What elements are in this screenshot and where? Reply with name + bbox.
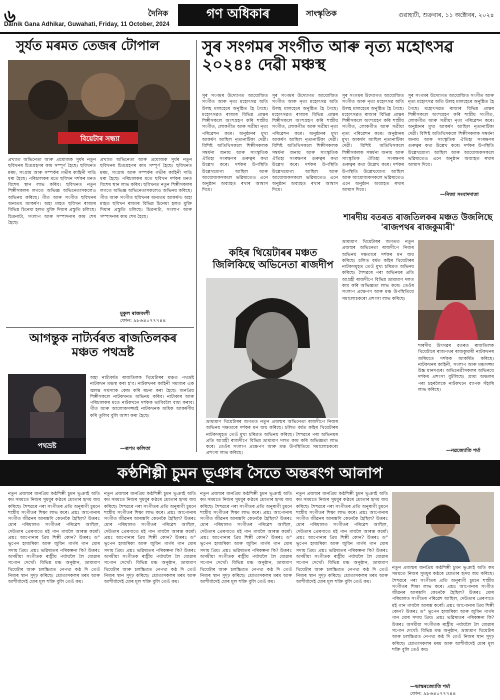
agantuk-body: অহা নাট্যবৰ্ষত ৰাজতিলক থিয়েটাৰৰ মঞ্চত পথভ্ৰষ্ট নাটকখন মঞ্চস্থ কৰা হ'ব। নাটকখনৰ কাহিনী সমাজৰ এক জ্বলন্ত সমস্যাক কেন্দ্ৰ কৰি ৰচনা কৰা হৈছে। জনপ্ৰিয় শিল্পীসকলে নাটকখনত অভিনয় কৰিব। নাট্যকাৰ আৰু পৰিচালকৰ মতে নাটকখনে দৰ্শকক ভাবিবলৈ বাধ্য কৰাব। গীত আৰু আলোকসজ্জাই নাটকখনক অধিক আকৰ্ষণীয় কৰি তুলিব বুলি আশা কৰা হৈছে। [90,376,194,419]
festival-byline: —নিজা সংবাদদাতা [440,192,479,198]
dateline: গুৱাহাটী, শুক্ৰবাৰ, ১১ অক্টোবৰ, ২০২৪ [398,12,494,19]
movie-poster-photo [8,60,190,154]
festival-body-col1: সুৰ সংগমৰ উদ্যোগত আয়োজিত সংগীত আৰু নৃত্য মহোৎসৱ অতি উলহ মালহেৰে অনুষ্ঠিত হৈ গৈছে। মহোৎসৱত ৰাজ্যৰ বিভিন্ন প্ৰান্তৰ শিল্পীসকলে অংশগ্ৰহণ কৰি শাস্ত্ৰীয় সংগীত, লোকগীত আৰু সত্ৰীয়া নৃত্য পৰিৱেশন কৰে। অনুষ্ঠানৰ মুখ্য আকৰ্ষণ আছিল নৃত্যনাটিকা দেৱী। বিশিষ্ট অতিথিসকলে শিল্পীসকলক সম্বৰ্ধনা জনায় আৰু সাংস্কৃতিক ঐতিহ্য সংৰক্ষণৰ গুৰুত্বৰ কথা উল্লেখ কৰে। দৰ্শকৰ উপস্থিতি উল্লেখযোগ্য আছিল আৰু আয়োজকসকলে ভৱিষ্যতেও এনে অনুষ্ঠান অব্যাহত ৰখাৰ আশ্বাস দিয়ে। [202,94,268,194]
singer-body-col2: নতুন প্ৰজন্মৰ জনপ্ৰিয় কণ্ঠশিল্পী চুমন ভূঞাই অতি কম সময়তে নিজৰ সুমধুৰ কণ্ঠৰে শ্ৰোতাৰ হৃদয় জয় কৰিছে। শৈশৱৰে পৰা সংগীতৰ প্ৰতি অনুৰাগী চুমনে শাস্ত্ৰীয় সংগীতৰ শিক্ষা লাভ কৰে। প্ৰশ্নঃ আপোনাৰ সংগীত জীৱনৰ আৰম্ভণি কেনেকৈ হৈছিল? উত্তৰঃ মোৰ পৰিয়ালত সংগীতৰ পৰিৱেশ আছিল, দেউতাৰ প্ৰেৰণাতে মই গান গাবলৈ আৰম্ভ কৰোঁ। প্ৰশ্নঃ আপোনাৰ প্ৰিয় শিল্পী কোন? উত্তৰঃ ড° ভূপেন হাজৰিকা আৰু জুবিন গাৰ্গৰ গান মোৰ সদায় প্ৰিয়। প্ৰশ্নঃ ভৱিষ্যতৰ পৰিকল্পনা কি? উত্তৰঃ অসমীয়া সংগীতক ৰাষ্ট্ৰীয় পৰ্যায়লৈ লৈ যোৱাৰ সপোন দেখোঁ। বিভিন্ন মঞ্চ অনুষ্ঠান, ভ্ৰাম্যমাণ থিয়েটাৰ আৰু চলচ্চিত্ৰত নেপথ্য কণ্ঠ দি তেওঁ নিজৰ স্থান সুদৃঢ় কৰিছে। শ্ৰোতাসকলৰ মৰম আৰু আশীৰ্বাদেই মোৰ মূল শক্তি বুলি তেওঁ কয়। [104,492,196,586]
tiger-contact: ফোন: ৯৮৬৪০৭৭৭৪৪ [120,318,166,324]
section-name: সাংস্কৃতিক [306,9,337,18]
singer-body-col1: নতুন প্ৰজন্মৰ জনপ্ৰিয় কণ্ঠশিল্পী চুমন ভূঞাই অতি কম সময়তে নিজৰ সুমধুৰ কণ্ঠৰে শ্ৰোতাৰ হৃদয় জয় কৰিছে। শৈশৱৰে পৰা সংগীতৰ প্ৰতি অনুৰাগী চুমনে শাস্ত্ৰীয় সংগীতৰ শিক্ষা লাভ কৰে। প্ৰশ্নঃ আপোনাৰ সংগীত জীৱনৰ আৰম্ভণি কেনেকৈ হৈছিল? উত্তৰঃ মোৰ পৰিয়ালত সংগীতৰ পৰিৱেশ আছিল, দেউতাৰ প্ৰেৰণাতে মই গান গাবলৈ আৰম্ভ কৰোঁ। প্ৰশ্নঃ আপোনাৰ প্ৰিয় শিল্পী কোন? উত্তৰঃ ড° ভূপেন হাজৰিকা আৰু জুবিন গাৰ্গৰ গান মোৰ সদায় প্ৰিয়। প্ৰশ্নঃ ভৱিষ্যতৰ পৰিকল্পনা কি? উত্তৰঃ অসমীয়া সংগীতক ৰাষ্ট্ৰীয় পৰ্যায়লৈ লৈ যোৱাৰ সপোন দেখোঁ। বিভিন্ন মঞ্চ অনুষ্ঠান, ভ্ৰাম্যমাণ থিয়েটাৰ আৰু চলচ্চিত্ৰত নেপথ্য কণ্ঠ দি তেওঁ নিজৰ স্থান সুদৃঢ় কৰিছে। শ্ৰোতাসকলৰ মৰম আৰু আশীৰ্বাদেই মোৰ মূল শক্তি বুলি তেওঁ কয়। [8,492,100,586]
masthead [0,0,500,34]
divider [6,327,194,328]
festival-body-col3: সুৰ সংগমৰ উদ্যোগত আয়োজিত সংগীত আৰু নৃত্য মহোৎসৱ অতি উলহ মালহেৰে অনুষ্ঠিত হৈ গৈছে। মহোৎসৱত ৰাজ্যৰ বিভিন্ন প্ৰান্তৰ শিল্পীসকলে অংশগ্ৰহণ কৰি শাস্ত্ৰীয় সংগীত, লোকগীত আৰু সত্ৰীয়া নৃত্য পৰিৱেশন কৰে। অনুষ্ঠানৰ মুখ্য আকৰ্ষণ আছিল নৃত্যনাটিকা দেৱী। বিশিষ্ট অতিথিসকলে শিল্পীসকলক সম্বৰ্ধনা জনায় আৰু সাংস্কৃতিক ঐতিহ্য সংৰক্ষণৰ গুৰুত্বৰ কথা উল্লেখ কৰে। দৰ্শকৰ উপস্থিতি উল্লেখযোগ্য আছিল আৰু আয়োজকসকলে ভৱিষ্যতেও এনে অনুষ্ঠান অব্যাহত ৰখাৰ আশ্বাস দিয়ে। [342,94,404,194]
agantuk-headline: আগন্তুক নাট্যৰ্বৰত ৰাজতিলকৰ মঞ্চত পথভ্ৰষ্ট [29,331,177,359]
brand-prefix: দৈনিক [148,9,169,18]
interview-headline: কণ্ঠশিল্পী চুমন ভূঞাৰ সৈতে অন্তৰংগ আলাপ [0,460,500,486]
actress-photo [418,240,494,340]
tiger-headline: সুৰ্যত মৰমত তেজৰ টোপাল [16,39,160,54]
actor-photo [206,278,338,418]
tiger-body-col2: প্ৰখ্যাত অভিনেতা আৰু প্ৰযোজক সুৰ্যৰ নতুন ছবিখনৰ চিত্ৰগ্ৰহণৰ কাম সম্পূৰ্ণ হৈছে। ছবিখনত মৰম, সংগ্ৰাম আৰু সম্পৰ্কৰ গভীৰ কাহিনী দাঙি ধৰা হৈছে। পৰিচালকৰ মতে ছবিখন দৰ্শকৰ মনত বিশেষ স্থান লাভ কৰিব। ছবিখনত নতুন শিল্পীসকলৰ লগতে অভিজ্ঞ অভিনেতাসকলেও অভিনয় কৰিছে। গীত আৰু সংগীত ছবিখনৰ অন্যতম আকৰ্ষণ। অহা মাহত ছবিখন ৰাজ্যৰ বিভিন্ন চিনেমা হলত মুক্তি দিয়াৰ প্ৰস্তুতি চলিছে। চিত্ৰনাট্য, সংলাপ আৰু সম্পাদনাৰ কাম শেষ হৈছে। [100,158,193,220]
edition-line: Dainik Gana Adhikar, Guwahati, Friday, 11 October, 2024 [4,22,170,28]
kahir-body-col: ভ্ৰাম্যমাণ থিয়েটাৰৰ জগতত নতুন প্ৰজন্মৰ অভিনেতা ৰাজদীপে নিজৰ অভিনয় দক্ষতাৰে দৰ্শকৰ মন জয় কৰিছে। চলিত বৰ্ষত কহিৰ থিয়েটাৰৰ নাটকসমূহত তেওঁ মুখ্য চৰিত্ৰত অভিনয় কৰিছে। শৈশৱৰে পৰা অভিনয়ৰ প্ৰতি আগ্ৰহী ৰাজদীপে বিভিন্ন ভ্ৰাম্যমাণ দলত কাম কৰি অভিজ্ঞতা লাভ কৰে। তেওঁৰ সংলাপ প্ৰক্ষেপণ আৰু মঞ্চ উপস্থিতিয়ে সমালোচকৰো প্ৰশংসা লাভ কৰিছে। [342,240,414,302]
play-poster-photo [8,374,86,454]
brand-text: গণ অধিকাৰ [206,7,270,22]
newspaper-logo [178,4,298,26]
sharadiya-headline: শাৰদীয় বতৰত ৰাজতিলকৰ মঞ্চত উজলিছে 'ৰাজপথৰ ৰাজকুমাৰী' [343,213,493,233]
tiger-body-col1: প্ৰখ্যাত অভিনেতা আৰু প্ৰযোজক সুৰ্যৰ নতুন ছবিখনৰ চিত্ৰগ্ৰহণৰ কাম সম্পূৰ্ণ হৈছে। ছবিখনত মৰম, সংগ্ৰাম আৰু সম্পৰ্কৰ গভীৰ কাহিনী দাঙি ধৰা হৈছে। পৰিচালকৰ মতে ছবিখন দৰ্শকৰ মনত বিশেষ স্থান লাভ কৰিব। ছবিখনত নতুন শিল্পীসকলৰ লগতে অভিজ্ঞ অভিনেতাসকলেও অভিনয় কৰিছে। গীত আৰু সংগীত ছবিখনৰ অন্যতম আকৰ্ষণ। অহা মাহত ছবিখন ৰাজ্যৰ বিভিন্ন চিনেমা হলত মুক্তি দিয়াৰ প্ৰস্তুতি চলিছে। চিত্ৰনাট্য, সংলাপ আৰু সম্পাদনাৰ কাম শেষ হৈছে। [8,158,96,226]
poster-caption: বিয়েটাৰ সন্ধ্যা [80,135,120,143]
agantuk-byline: —ৰূপম কলিতা [120,446,151,452]
singer-body-col3: নতুন প্ৰজন্মৰ জনপ্ৰিয় কণ্ঠশিল্পী চুমন ভূঞাই অতি কম সময়তে নিজৰ সুমধুৰ কণ্ঠৰে শ্ৰোতাৰ হৃদয় জয় কৰিছে। শৈশৱৰে পৰা সংগীতৰ প্ৰতি অনুৰাগী চুমনে শাস্ত্ৰীয় সংগীতৰ শিক্ষা লাভ কৰে। প্ৰশ্নঃ আপোনাৰ সংগীত জীৱনৰ আৰম্ভণি কেনেকৈ হৈছিল? উত্তৰঃ মোৰ পৰিয়ালত সংগীতৰ পৰিৱেশ আছিল, দেউতাৰ প্ৰেৰণাতে মই গান গাবলৈ আৰম্ভ কৰোঁ। প্ৰশ্নঃ আপোনাৰ প্ৰিয় শিল্পী কোন? উত্তৰঃ ড° ভূপেন হাজৰিকা আৰু জুবিন গাৰ্গৰ গান মোৰ সদায় প্ৰিয়। প্ৰশ্নঃ ভৱিষ্যতৰ পৰিকল্পনা কি? উত্তৰঃ অসমীয়া সংগীতক ৰাষ্ট্ৰীয় পৰ্যায়লৈ লৈ যোৱাৰ সপোন দেখোঁ। বিভিন্ন মঞ্চ অনুষ্ঠান, ভ্ৰাম্যমাণ থিয়েটাৰ আৰু চলচ্চিত্ৰত নেপথ্য কণ্ঠ দি তেওঁ নিজৰ স্থান সুদৃঢ় কৰিছে। শ্ৰোতাসকলৰ মৰম আৰু আশীৰ্বাদেই মোৰ মূল শক্তি বুলি তেওঁ কয়। [200,492,292,586]
singer-byline: —ভাস্কৰজ্যোতি শৰ্মা [410,684,451,690]
play-caption: পথভ্ৰষ্ট [37,442,57,450]
sharadiya-body: শাৰদীয় উৎসৱৰ বতৰত ৰাজতিলক থিয়েটাৰে ৰাজপথৰ ৰাজকুমাৰী নাটকখনৰ জৰিয়তে দৰ্শকক আকৰ্ষিত কৰিছে। নাটকখনৰ কাহিনী, সংলাপ আৰু মঞ্চসজ্জা উচ্চ মানদণ্ডৰ। অভিনেত্ৰীসকলৰ অভিনয়ে দৰ্শকৰ প্ৰশংসা বুটলিছে। গ্ৰাম্য অঞ্চলৰ পৰা চহৰলৈকে নাটকখনে ব্যাপক সঁহাৰি লাভ কৰিছে। [418,344,494,394]
kahir-headline: কহিৰ থিয়েটাৰৰ মঞ্চত জিলিকিছে অভিনেতা ৰাজদীপ [212,248,334,271]
kahir-body-lower: ভ্ৰাম্যমাণ থিয়েটাৰৰ জগতত নতুন প্ৰজন্মৰ অভিনেতা ৰাজদীপে নিজৰ অভিনয় দক্ষতাৰে দৰ্শকৰ মন জয় কৰিছে। চলিত বৰ্ষত কহিৰ থিয়েটাৰৰ নাটকসমূহত তেওঁ মুখ্য চৰিত্ৰত অভিনয় কৰিছে। শৈশৱৰে পৰা অভিনয়ৰ প্ৰতি আগ্ৰহী ৰাজদীপে বিভিন্ন ভ্ৰাম্যমাণ দলত কাম কৰি অভিজ্ঞতা লাভ কৰে। তেওঁৰ সংলাপ প্ৰক্ষেপণ আৰু মঞ্চ উপস্থিতিয়ে সমালোচকৰো প্ৰশংসা লাভ কৰিছে। [206,420,338,457]
festival-body-col4: সুৰ সংগমৰ উদ্যোগত আয়োজিত সংগীত আৰু নৃত্য মহোৎসৱ অতি উলহ মালহেৰে অনুষ্ঠিত হৈ গৈছে। মহোৎসৱত ৰাজ্যৰ বিভিন্ন প্ৰান্তৰ শিল্পীসকলে অংশগ্ৰহণ কৰি শাস্ত্ৰীয় সংগীত, লোকগীত আৰু সত্ৰীয়া নৃত্য পৰিৱেশন কৰে। অনুষ্ঠানৰ মুখ্য আকৰ্ষণ আছিল নৃত্যনাটিকা দেৱী। বিশিষ্ট অতিথিসকলে শিল্পীসকলক সম্বৰ্ধনা জনায় আৰু সাংস্কৃতিক ঐতিহ্য সংৰক্ষণৰ গুৰুত্বৰ কথা উল্লেখ কৰে। দৰ্শকৰ উপস্থিতি উল্লেখযোগ্য আছিল আৰু আয়োজকসকলে ভৱিষ্যতেও এনে অনুষ্ঠান অব্যাহত ৰখাৰ আশ্বাস দিয়ে। [408,94,494,169]
singer-photo [392,492,494,562]
sharadiya-byline: —নৱজ্যোতি শৰ্মা [446,448,481,454]
singer-body-col5: নতুন প্ৰজন্মৰ জনপ্ৰিয় কণ্ঠশিল্পী চুমন ভূঞাই অতি কম সময়তে নিজৰ সুমধুৰ কণ্ঠৰে শ্ৰোতাৰ হৃদয় জয় কৰিছে। শৈশৱৰে পৰা সংগীতৰ প্ৰতি অনুৰাগী চুমনে শাস্ত্ৰীয় সংগীতৰ শিক্ষা লাভ কৰে। প্ৰশ্নঃ আপোনাৰ সংগীত জীৱনৰ আৰম্ভণি কেনেকৈ হৈছিল? উত্তৰঃ মোৰ পৰিয়ালত সংগীতৰ পৰিৱেশ আছিল, দেউতাৰ প্ৰেৰণাতে মই গান গাবলৈ আৰম্ভ কৰোঁ। প্ৰশ্নঃ আপোনাৰ প্ৰিয় শিল্পী কোন? উত্তৰঃ ড° ভূপেন হাজৰিকা আৰু জুবিন গাৰ্গৰ গান মোৰ সদায় প্ৰিয়। প্ৰশ্নঃ ভৱিষ্যতৰ পৰিকল্পনা কি? উত্তৰঃ অসমীয়া সংগীতক ৰাষ্ট্ৰীয় পৰ্যায়লৈ লৈ যোৱাৰ সপোন দেখোঁ। বিভিন্ন মঞ্চ অনুষ্ঠান, ভ্ৰাম্যমাণ থিয়েটাৰ আৰু চলচ্চিত্ৰত নেপথ্য কণ্ঠ দি তেওঁ নিজৰ স্থান সুদৃঢ় কৰিছে। শ্ৰোতাসকলৰ মৰম আৰু আশীৰ্বাদেই মোৰ মূল শক্তি বুলি তেওঁ কয়। [392,566,494,653]
column-rule [196,40,197,452]
page-number: ৬ [4,6,16,27]
tiger-byline: মুকুল ৰাজবংশী [120,311,150,317]
festival-headline: সুৰ সংগমৰ সংগীত আৰু নৃত্য মহোৎসৱ ২০২৪ঃ দেৱী মঞ্চস্থ [202,37,454,75]
singer-body-col4: নতুন প্ৰজন্মৰ জনপ্ৰিয় কণ্ঠশিল্পী চুমন ভূঞাই অতি কম সময়তে নিজৰ সুমধুৰ কণ্ঠৰে শ্ৰোতাৰ হৃদয় জয় কৰিছে। শৈশৱৰে পৰা সংগীতৰ প্ৰতি অনুৰাগী চুমনে শাস্ত্ৰীয় সংগীতৰ শিক্ষা লাভ কৰে। প্ৰশ্নঃ আপোনাৰ সংগীত জীৱনৰ আৰম্ভণি কেনেকৈ হৈছিল? উত্তৰঃ মোৰ পৰিয়ালত সংগীতৰ পৰিৱেশ আছিল, দেউতাৰ প্ৰেৰণাতে মই গান গাবলৈ আৰম্ভ কৰোঁ। প্ৰশ্নঃ আপোনাৰ প্ৰিয় শিল্পী কোন? উত্তৰঃ ড° ভূপেন হাজৰিকা আৰু জুবিন গাৰ্গৰ গান মোৰ সদায় প্ৰিয়। প্ৰশ্নঃ ভৱিষ্যতৰ পৰিকল্পনা কি? উত্তৰঃ অসমীয়া সংগীতক ৰাষ্ট্ৰীয় পৰ্যায়লৈ লৈ যোৱাৰ সপোন দেখোঁ। বিভিন্ন মঞ্চ অনুষ্ঠান, ভ্ৰাম্যমাণ থিয়েটাৰ আৰু চলচ্চিত্ৰত নেপথ্য কণ্ঠ দি তেওঁ নিজৰ স্থান সুদৃঢ় কৰিছে। শ্ৰোতাসকলৰ মৰম আৰু আশীৰ্বাদেই মোৰ মূল শক্তি বুলি তেওঁ কয়। [296,492,388,586]
singer-contact: ফোন: ৯৮৬৪০৭৭৭৪৪ [410,691,456,697]
festival-body-col2: সুৰ সংগমৰ উদ্যোগত আয়োজিত সংগীত আৰু নৃত্য মহোৎসৱ অতি উলহ মালহেৰে অনুষ্ঠিত হৈ গৈছে। মহোৎসৱত ৰাজ্যৰ বিভিন্ন প্ৰান্তৰ শিল্পীসকলে অংশগ্ৰহণ কৰি শাস্ত্ৰীয় সংগীত, লোকগীত আৰু সত্ৰীয়া নৃত্য পৰিৱেশন কৰে। অনুষ্ঠানৰ মুখ্য আকৰ্ষণ আছিল নৃত্যনাটিকা দেৱী। বিশিষ্ট অতিথিসকলে শিল্পীসকলক সম্বৰ্ধনা জনায় আৰু সাংস্কৃতিক ঐতিহ্য সংৰক্ষণৰ গুৰুত্বৰ কথা উল্লেখ কৰে। দৰ্শকৰ উপস্থিতি উল্লেখযোগ্য আছিল আৰু আয়োজকসকলে ভৱিষ্যতেও এনে অনুষ্ঠান অব্যাহত ৰখাৰ আশ্বাস দিয়ে। [272,94,338,194]
